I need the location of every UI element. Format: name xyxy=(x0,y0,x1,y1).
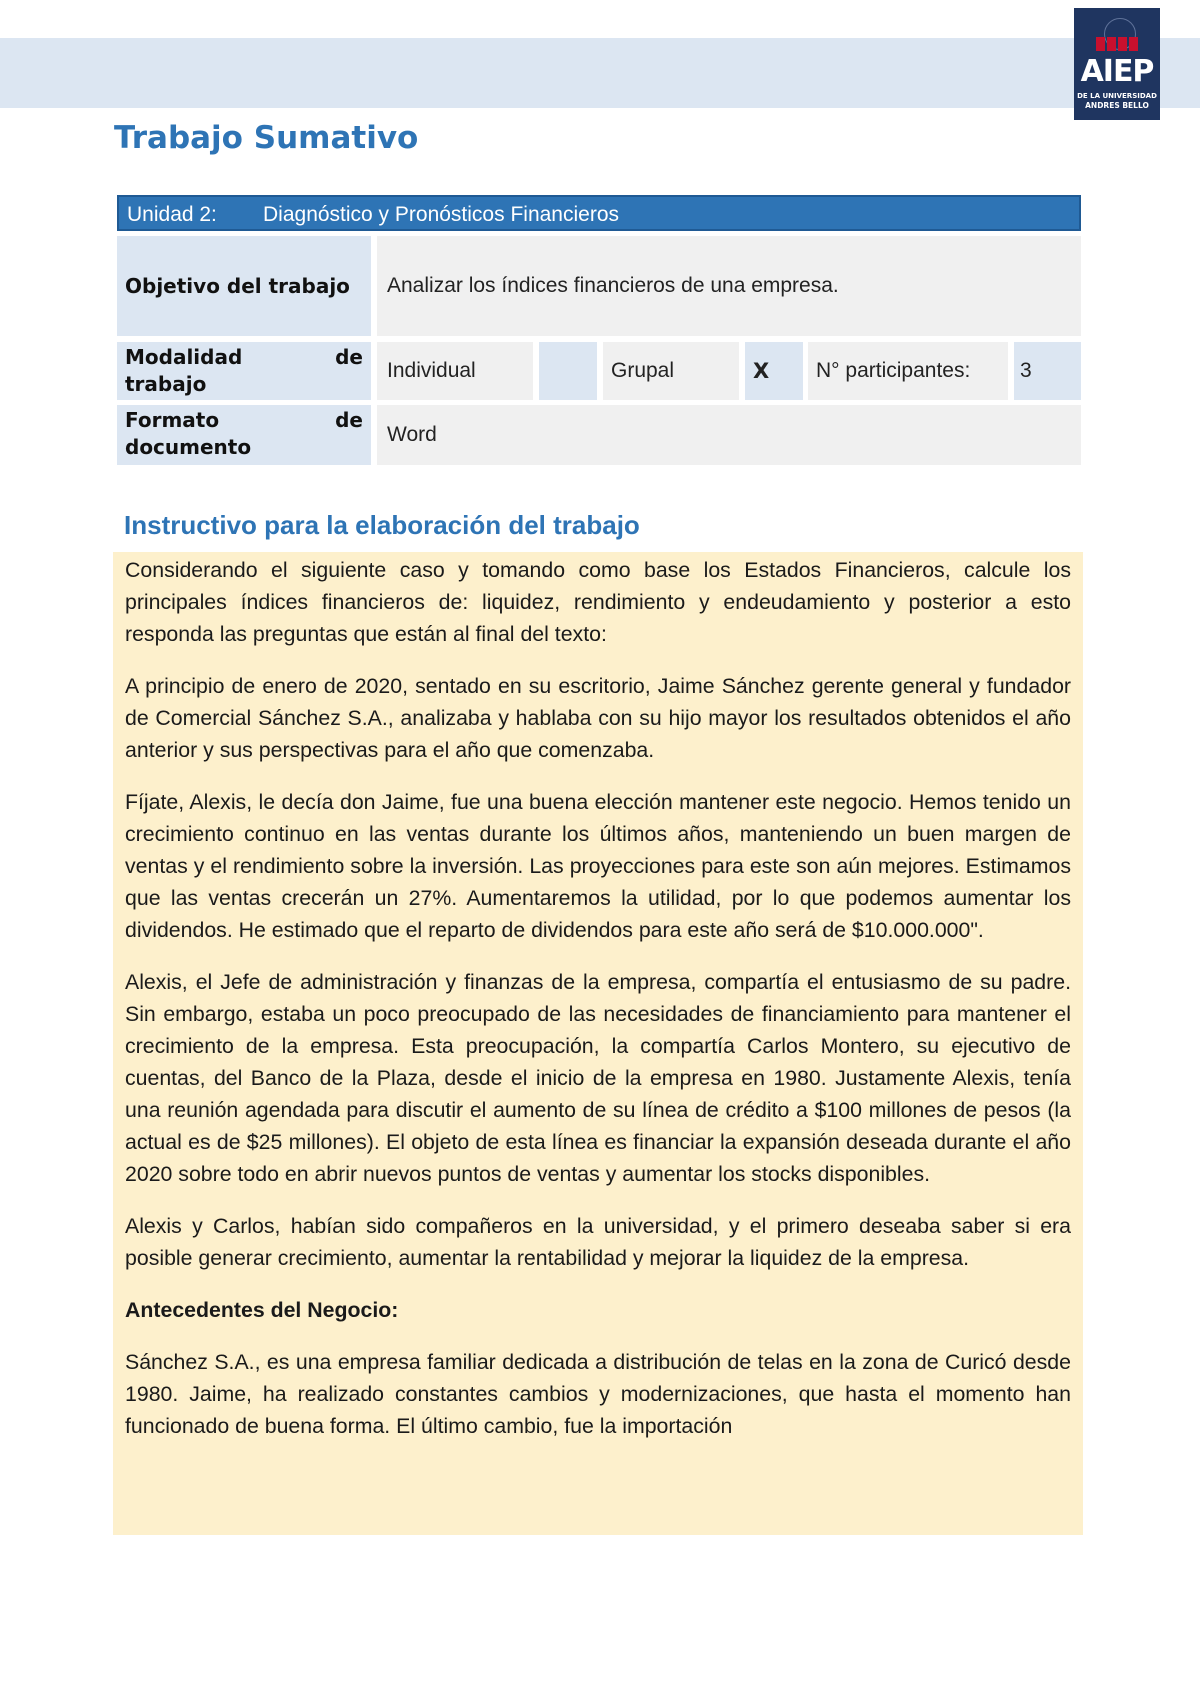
unit-label: Unidad 2: xyxy=(127,203,217,226)
grupal-mark: X xyxy=(753,359,770,383)
logo-sub-2: ANDRES BELLO xyxy=(1085,101,1149,110)
formato-value: Word xyxy=(387,423,437,446)
paragraph: Alexis y Carlos, habían sido compañeros en la universidad, y el primero deseaba saber si era posible generar crecimiento, aumentar la rentabilidad y mejorar la liquidez de la empresa. xyxy=(125,1214,1071,1270)
houses-icon xyxy=(1090,32,1144,52)
paragraph: Considerando el siguiente caso y tomando como base los Estados Financieros, calcule los principales índices financieros de: liquidez, rendimiento y endeudamiento y posterior a esto responda las preguntas que están al final del texto: xyxy=(125,558,1071,646)
paragraph: A principio de enero de 2020, sentado en su escritorio, Jaime Sánchez gerente general y fundador de Comercial Sánchez S.A., analizaba y hablaba con su hijo mayor los resultados obtenidos el año anterior y sus perspectivas para el año que comenzaba. xyxy=(125,674,1071,762)
individual-cell xyxy=(377,342,533,400)
participantes-label-cell xyxy=(808,342,1008,400)
participantes-value: 3 xyxy=(1020,359,1032,382)
logo-sub-1: DE LA UNIVERSIDAD xyxy=(1077,92,1157,100)
paragraph: Fíjate, Alexis, le decía don Jaime, fue una buena elección mantener este negocio. Hemos tenido un crecimiento continuo en las ventas durante los últimos años, manteniendo un buen margen de ventas y el rendimiento sobre la inversión. Las proyecciones para este son aún mejores. Estimamos que las ventas crecerán un 27%. Aumentaremos la utilidad, por lo que podemos aumentar los dividendos. He estimado que el reparto de dividendos para este año será de $10.000.000". xyxy=(125,790,1071,942)
grupal-label: Grupal xyxy=(611,359,675,382)
section-title: Instructivo para la elaboración del trabajo xyxy=(124,510,640,540)
objetivo-value: Analizar los índices financieros de una empresa. xyxy=(387,274,839,297)
formato-label-2: documento xyxy=(125,435,252,459)
aiep-logo xyxy=(1074,8,1160,120)
modalidad-label-cell xyxy=(117,342,371,400)
formato-value-cell xyxy=(377,405,1081,465)
participantes-value-cell xyxy=(1014,342,1081,400)
objetivo-value-cell xyxy=(377,236,1081,336)
modalidad-label-de: de xyxy=(335,345,363,369)
formato-label-cell xyxy=(117,405,371,465)
unit-name: Diagnóstico y Pronósticos Financieros xyxy=(263,203,619,226)
page-title: Trabajo Sumativo xyxy=(114,120,419,156)
paragraph: Alexis, el Jefe de administración y finanzas de la empresa, compartía el entusiasmo de su padre. Sin embargo, estaba un poco preocupado de las necesidades de financiamiento para mantener el crecimiento de la empresa. Esta preocupación, la compartía Carlos Montero, su ejecutivo de cuentas, del Banco de la Plaza, desde el inicio de la empresa en 1980. Justamente Alexis, tenía una reunión agendada para discutir el aumento de su línea de crédito a $100 millones de pesos (la actual es de $25 millones). El objeto de esta línea es financiar la expansión deseada durante el año 2020 sobre todo en abrir nuevos puntos de ventas y aumentar los stocks disponibles. xyxy=(125,970,1071,1186)
logo-word: AIEP xyxy=(1080,54,1154,89)
individual-checkbox[interactable] xyxy=(539,342,597,400)
subheading: Antecedentes del Negocio: xyxy=(125,1298,399,1322)
objetivo-label-cell xyxy=(117,236,371,336)
grupal-cell xyxy=(603,342,739,400)
modalidad-label-1: Modalidad xyxy=(125,345,243,369)
header-band xyxy=(0,38,1200,108)
participantes-label: N° participantes: xyxy=(816,359,971,382)
grupal-checkbox[interactable] xyxy=(745,342,803,400)
formato-label-1: Formato xyxy=(125,408,220,432)
formato-label-de: de xyxy=(335,408,363,432)
objetivo-label: Objetivo del trabajo xyxy=(125,274,350,298)
individual-label: Individual xyxy=(387,359,476,382)
instructions-box xyxy=(113,552,1083,1535)
modalidad-label-2: trabajo xyxy=(125,372,207,396)
paragraph: Sánchez S.A., es una empresa familiar dedicada a distribución de telas en la zona de Curicó desde 1980. Jaime, ha realizado constantes cambios y modernizaciones, que hasta el momento han funcionado de buena forma. El último cambio, fue la importación xyxy=(125,1350,1071,1438)
unit-bar xyxy=(117,195,1081,231)
